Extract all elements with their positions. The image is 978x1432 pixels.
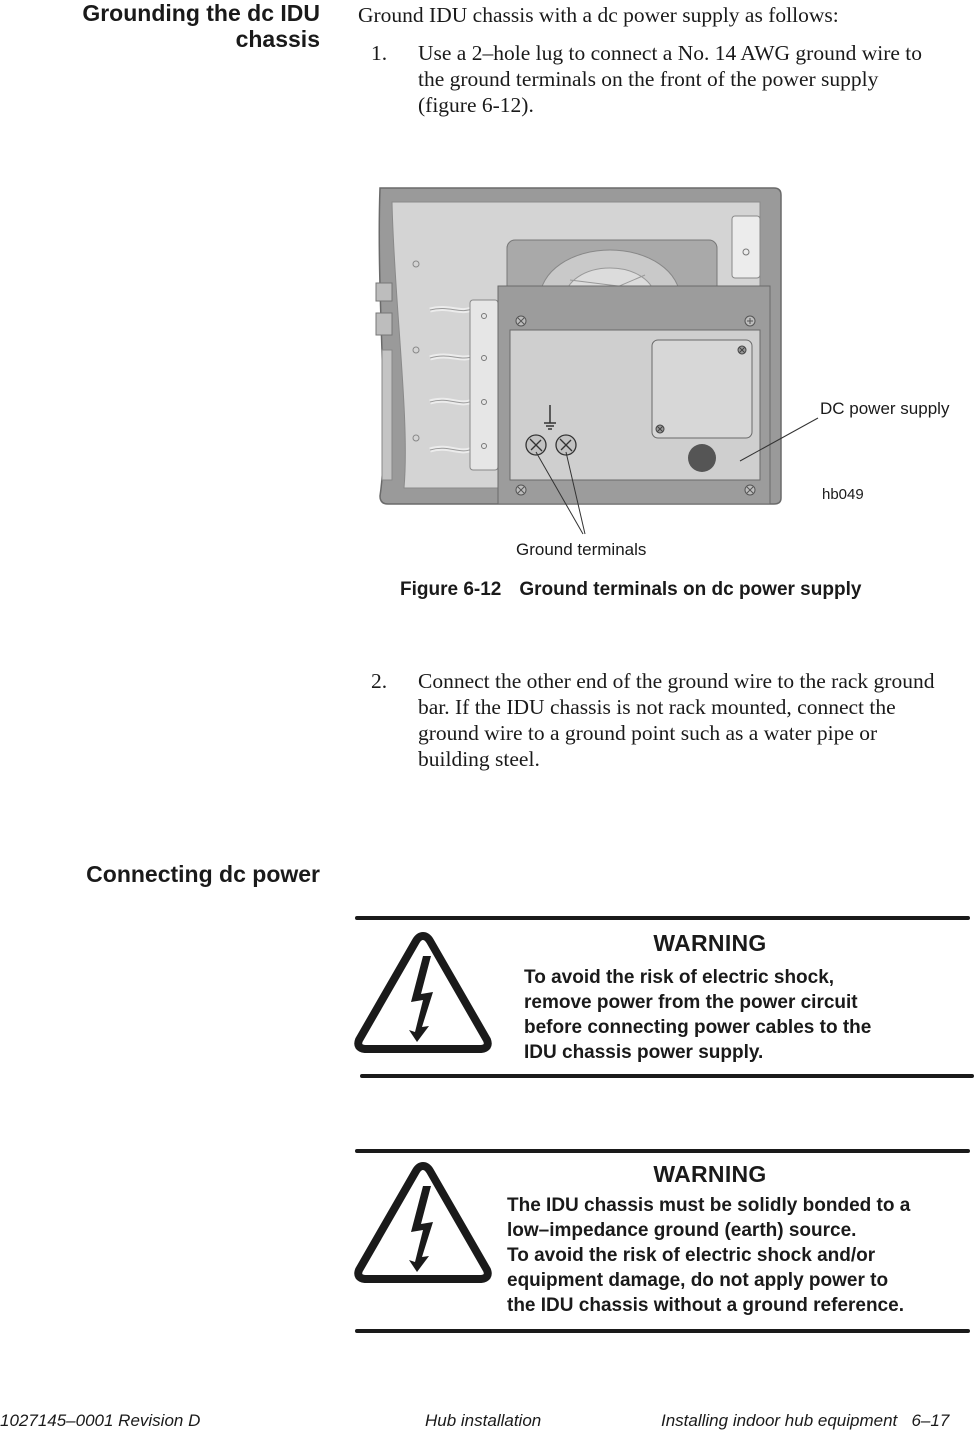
warning-1-text: [524, 965, 871, 1065]
intro-text: Ground IDU chassis with a dc power supply as follows:: [358, 3, 839, 27]
warning-2-line-2: low–impedance ground (earth) source.: [507, 1220, 857, 1241]
step-2-line-2: bar. If the IDU chassis is not rack mounted, connect the: [418, 695, 896, 719]
warning-2-bottom-rule: [355, 1329, 970, 1333]
warning-2-text: [507, 1193, 910, 1318]
section-heading-grounding: [40, 0, 320, 52]
power-supply-illustration: [370, 180, 970, 570]
label-figure-code: hb049: [822, 486, 864, 503]
section-heading-grounding-line2: chassis: [235, 26, 320, 52]
step-2-number: 2.: [371, 669, 388, 693]
step-2-line-1: Connect the other end of the ground wire to the rack ground: [418, 669, 935, 693]
section-heading-connecting: Connecting dc power: [86, 861, 320, 887]
warning-1-line-2: remove power from the power circuit: [524, 992, 858, 1013]
warning-2-top-rule: [355, 1149, 970, 1153]
warning-2-line-3: To avoid the risk of electric shock and/or: [507, 1245, 876, 1266]
warning-1-line-1: To avoid the risk of electric shock,: [524, 967, 835, 988]
warning-1-shock-icon: [353, 930, 493, 1054]
step-2-line-4: building steel.: [418, 747, 540, 771]
figure-caption-number: Figure 6-12: [400, 579, 502, 600]
step-2-line-3: ground wire to a ground point such as a water pipe or: [418, 721, 878, 745]
warning-1-bottom-rule: [360, 1074, 974, 1078]
step-1-text: [418, 40, 922, 118]
section-heading-grounding-line1: Grounding the dc IDU: [82, 0, 320, 26]
label-ground-terminals: Ground terminals: [516, 540, 647, 559]
step-2-text: [418, 668, 934, 772]
warning-2-line-1: The IDU chassis must be solidly bonded to a: [507, 1195, 911, 1216]
warning-1-line-3: before connecting power cables to the: [524, 1017, 872, 1038]
step-1-line-3: (figure 6-12).: [418, 93, 534, 117]
footer-doc-id: 1027145–0001 Revision D: [0, 1411, 201, 1430]
footer-page-number: 6–17: [911, 1411, 950, 1430]
step-1-line-2: the ground terminals on the front of the power supply: [418, 67, 879, 91]
label-dc-power-supply: DC power supply: [820, 399, 950, 418]
footer-section-title: [661, 1411, 949, 1431]
figure-dc-power-supply: [370, 180, 970, 570]
footer-section: Installing indoor hub equipment: [661, 1411, 898, 1430]
footer-chapter: Hub installation: [425, 1411, 542, 1430]
figure-caption-title: Ground terminals on dc power supply: [519, 579, 862, 600]
warning-1-line-4: IDU chassis power supply.: [524, 1042, 764, 1063]
warning-2-line-5: the IDU chassis without a ground reference.: [507, 1295, 904, 1316]
warning-1-title: WARNING: [653, 930, 767, 956]
step-1-number: 1.: [371, 41, 388, 65]
warning-2-shock-icon: [353, 1160, 493, 1284]
warning-2-line-4: equipment damage, do not apply power to: [507, 1270, 889, 1291]
figure-caption: [400, 579, 861, 601]
warning-1-top-rule: [355, 916, 970, 920]
warning-2-title: WARNING: [653, 1161, 767, 1187]
step-1-line-1: Use a 2–hole lug to connect a No. 14 AWG ground wire to: [418, 41, 923, 65]
